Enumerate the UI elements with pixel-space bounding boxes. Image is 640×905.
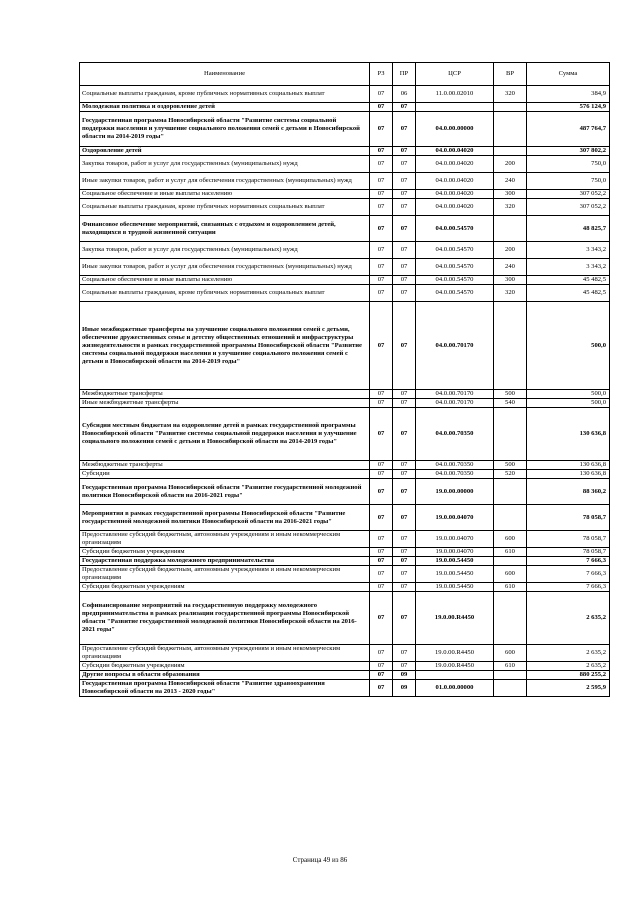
cell-vr: 200 [494,156,527,173]
cell-csr: 19.0.00.54450 [416,566,494,583]
cell-pr: 07 [393,190,416,199]
table-row [80,671,610,680]
cell-csr: 19.0.00.04070 [416,505,494,531]
cell-name: Предоставление субсидий бюджетным, автономным учреждениям и иным некоммерческим организациям [80,645,370,662]
table-row [80,285,610,302]
table-row [80,147,610,156]
cell-rz: 07 [370,112,393,147]
cell-vr: 600 [494,645,527,662]
cell-csr [416,671,494,680]
cell-rz: 07 [370,242,393,259]
table-row [80,566,610,583]
cell-pr: 07 [393,302,416,390]
cell-pr: 07 [393,259,416,276]
cell-rz: 07 [370,557,393,566]
cell-rz: 07 [370,285,393,302]
cell-pr: 07 [393,173,416,190]
cell-vr: 610 [494,662,527,671]
cell-rz: 07 [370,156,393,173]
cell-pr: 07 [393,662,416,671]
cell-sum: 307 052,2 [527,199,610,216]
cell-name: Государственная программа Новосибирской области "Развитие государственной молодежной политики Новосибирской области на 2016-2021 годы" [80,479,370,505]
cell-rz: 07 [370,216,393,242]
table-row [80,470,610,479]
cell-vr: 320 [494,285,527,302]
table-row [80,199,610,216]
cell-name: Финансовое обеспечение мероприятий, связанных с отдыхом и оздоровлением детей, находящихся в трудной жизненной ситуации [80,216,370,242]
cell-csr: 19.0.00.54450 [416,557,494,566]
table-row [80,156,610,173]
cell-csr: 04.0.00.70170 [416,390,494,399]
cell-pr: 07 [393,276,416,285]
cell-csr: 04.0.00.04020 [416,199,494,216]
cell-rz: 07 [370,86,393,103]
cell-sum: 7 666,3 [527,583,610,592]
cell-vr: 240 [494,259,527,276]
table-row [80,592,610,645]
cell-csr [416,103,494,112]
cell-sum: 500,0 [527,302,610,390]
cell-rz: 07 [370,103,393,112]
table-row [80,86,610,103]
cell-pr: 07 [393,216,416,242]
cell-vr: 200 [494,242,527,259]
cell-pr: 07 [393,548,416,557]
table-row [80,662,610,671]
cell-name: Социальное обеспечение и иные выплаты населению [80,190,370,199]
table-row [80,505,610,531]
cell-name: Предоставление субсидий бюджетным, автономным учреждениям и иным некоммерческим организациям [80,566,370,583]
cell-csr: 04.0.00.54570 [416,276,494,285]
cell-name: Молодежная политика и оздоровление детей [80,103,370,112]
cell-vr: 600 [494,531,527,548]
table-row [80,557,610,566]
table-row [80,548,610,557]
header-pr: ПР [393,63,416,86]
cell-sum: 307 052,2 [527,190,610,199]
cell-name: Социальные выплаты гражданам, кроме публичных нормативных социальных выплат [80,86,370,103]
cell-pr: 09 [393,671,416,680]
cell-sum: 750,0 [527,173,610,190]
cell-rz: 07 [370,583,393,592]
cell-pr: 09 [393,680,416,697]
cell-vr: 320 [494,86,527,103]
cell-name: Субсидии бюджетным учреждениям [80,548,370,557]
cell-vr [494,408,527,461]
cell-pr: 07 [393,242,416,259]
cell-name: Иные межбюджетные трансферты на улучшение социального положения семей с детьми, обеспечение дружественных семье и детству общественных отношений и инфраструктуры жизнедеятельности в рамках государственной программы Новосибирской области "Развитие системы социальной поддержки населения и улучшение социального положения семей с детьми в Новосибирской области на 2014-2019 годы" [80,302,370,390]
table-row [80,112,610,147]
cell-name: Иные закупки товаров, работ и услуг для обеспечения государственных (муниципальных) нужд [80,259,370,276]
cell-sum: 45 482,5 [527,285,610,302]
cell-csr: 04.0.00.70350 [416,461,494,470]
cell-rz: 07 [370,399,393,408]
page-number: Страница 49 из 86 [292,856,348,864]
cell-csr: 04.0.00.04020 [416,173,494,190]
cell-name: Социальное обеспечение и иные выплаты населению [80,276,370,285]
cell-vr [494,592,527,645]
cell-csr: 04.0.00.70170 [416,399,494,408]
cell-name: Субсидии местным бюджетам на оздоровление детей в рамках государственной программы Новосибирской области "Развитие системы социальной поддержки населения и улучшение социального положения семей с детьми в Новосибирской области на 2014-2019 годы" [80,408,370,461]
cell-name: Государственная программа Новосибирской области "Развитие системы социальной поддержки населения и улучшение социального положения семей с детьми в Новосибирской области на 2014-2019 годы" [80,112,370,147]
cell-rz: 07 [370,662,393,671]
cell-pr: 07 [393,470,416,479]
cell-pr: 07 [393,285,416,302]
cell-sum: 130 636,8 [527,408,610,461]
cell-vr: 500 [494,461,527,470]
cell-sum: 307 802,2 [527,147,610,156]
cell-sum: 7 666,3 [527,566,610,583]
cell-name: Субсидии [80,470,370,479]
cell-csr: 19.0.00.04070 [416,531,494,548]
cell-pr: 07 [393,390,416,399]
cell-csr: 04.0.00.70350 [416,470,494,479]
cell-pr: 07 [393,479,416,505]
cell-sum: 78 058,7 [527,505,610,531]
cell-csr: 19.0.00.R4450 [416,592,494,645]
cell-csr: 19.0.00.R4450 [416,662,494,671]
cell-pr: 07 [393,531,416,548]
header-csr: ЦСР [416,63,494,86]
cell-name: Закупка товаров, работ и услуг для государственных (муниципальных) нужд [80,242,370,259]
cell-name: Государственная программа Новосибирской области "Развитие здравоохранения Новосибирской области на 2013 - 2020 годы" [80,680,370,697]
table-row [80,103,610,112]
cell-csr: 19.0.00.54450 [416,583,494,592]
cell-sum: 130 636,8 [527,461,610,470]
cell-sum: 45 482,5 [527,276,610,285]
cell-vr [494,680,527,697]
table-row [80,173,610,190]
cell-rz: 07 [370,592,393,645]
cell-csr: 04.0.00.70350 [416,408,494,461]
cell-vr: 610 [494,548,527,557]
cell-name: Мероприятия в рамках государственной программы Новосибирской области "Развитие государственной молодежной политики Новосибирской области на 2016-2021 годы" [80,505,370,531]
cell-vr: 540 [494,399,527,408]
cell-pr: 06 [393,86,416,103]
cell-csr: 04.0.00.54570 [416,285,494,302]
cell-csr: 04.0.00.04020 [416,147,494,156]
cell-pr: 07 [393,557,416,566]
cell-pr: 07 [393,147,416,156]
cell-rz: 07 [370,390,393,399]
cell-name: Оздоровление детей [80,147,370,156]
cell-csr: 19.0.00.R4450 [416,645,494,662]
cell-vr [494,302,527,390]
cell-vr [494,557,527,566]
table-row [80,680,610,697]
cell-vr [494,216,527,242]
table-row [80,276,610,285]
cell-name: Субсидии бюджетным учреждениям [80,662,370,671]
cell-rz: 07 [370,408,393,461]
cell-pr: 07 [393,112,416,147]
table-row [80,461,610,470]
cell-sum: 3 343,2 [527,242,610,259]
cell-rz: 07 [370,680,393,697]
cell-name: Субсидии бюджетным учреждениям [80,583,370,592]
cell-pr: 07 [393,156,416,173]
cell-sum: 88 360,2 [527,479,610,505]
cell-pr: 07 [393,583,416,592]
table-header-row [80,63,610,86]
cell-vr: 600 [494,566,527,583]
cell-csr: 04.0.00.00000 [416,112,494,147]
cell-vr: 320 [494,199,527,216]
cell-pr: 07 [393,645,416,662]
cell-sum: 2 635,2 [527,662,610,671]
budget-table [79,62,610,697]
cell-pr: 07 [393,505,416,531]
cell-pr: 07 [393,592,416,645]
cell-vr [494,479,527,505]
cell-sum: 384,9 [527,86,610,103]
cell-csr: 19.0.00.04070 [416,548,494,557]
table-row [80,583,610,592]
cell-rz: 07 [370,199,393,216]
cell-sum: 487 764,7 [527,112,610,147]
cell-rz: 07 [370,470,393,479]
table-row [80,190,610,199]
cell-vr [494,147,527,156]
cell-rz: 07 [370,190,393,199]
cell-pr: 07 [393,103,416,112]
table-row [80,479,610,505]
cell-csr: 01.0.00.00000 [416,680,494,697]
cell-name: Иные межбюджетные трансферты [80,399,370,408]
cell-sum: 2 595,9 [527,680,610,697]
cell-name: Социальные выплаты гражданам, кроме публичных нормативных социальных выплат [80,199,370,216]
cell-name: Государственная поддержка молодежного предпринимательства [80,557,370,566]
cell-rz: 07 [370,259,393,276]
cell-vr: 610 [494,583,527,592]
cell-rz: 07 [370,147,393,156]
cell-csr: 04.0.00.04020 [416,190,494,199]
cell-vr: 300 [494,276,527,285]
cell-vr: 520 [494,470,527,479]
cell-sum: 500,0 [527,390,610,399]
cell-vr [494,103,527,112]
cell-name: Другие вопросы в области образования [80,671,370,680]
cell-csr: 04.0.00.54570 [416,242,494,259]
header-sum: Сумма [527,63,610,86]
cell-sum: 48 825,7 [527,216,610,242]
cell-name: Межбюджетные трансферты [80,390,370,399]
table-row [80,408,610,461]
cell-vr [494,112,527,147]
cell-pr: 07 [393,408,416,461]
cell-csr: 04.0.00.54570 [416,216,494,242]
cell-vr: 240 [494,173,527,190]
cell-sum: 7 666,3 [527,557,610,566]
cell-rz: 07 [370,505,393,531]
cell-rz: 07 [370,461,393,470]
table-row [80,242,610,259]
table-row [80,302,610,390]
cell-rz: 07 [370,173,393,190]
cell-sum: 2 635,2 [527,592,610,645]
cell-pr: 07 [393,199,416,216]
cell-sum: 3 343,2 [527,259,610,276]
cell-name: Предоставление субсидий бюджетным, автономным учреждениям и иным некоммерческим организациям [80,531,370,548]
table-row [80,645,610,662]
cell-pr: 07 [393,461,416,470]
table-row [80,399,610,408]
header-name: Наименование [80,63,370,86]
cell-csr: 04.0.00.04020 [416,156,494,173]
cell-pr: 07 [393,566,416,583]
cell-rz: 07 [370,479,393,505]
cell-sum: 78 058,7 [527,531,610,548]
cell-sum: 500,0 [527,399,610,408]
cell-csr: 04.0.00.70170 [416,302,494,390]
cell-rz: 07 [370,548,393,557]
header-rz: РЗ [370,63,393,86]
cell-name: Иные закупки товаров, работ и услуг для обеспечения государственных (муниципальных) нужд [80,173,370,190]
cell-vr [494,505,527,531]
cell-sum: 78 058,7 [527,548,610,557]
cell-rz: 07 [370,531,393,548]
cell-vr [494,671,527,680]
cell-sum: 880 255,2 [527,671,610,680]
cell-sum: 576 124,9 [527,103,610,112]
cell-vr: 300 [494,190,527,199]
cell-name: Закупка товаров, работ и услуг для государственных (муниципальных) нужд [80,156,370,173]
cell-sum: 130 636,8 [527,470,610,479]
cell-rz: 07 [370,276,393,285]
cell-pr: 07 [393,399,416,408]
cell-sum: 2 635,2 [527,645,610,662]
cell-rz: 07 [370,671,393,680]
table-row [80,259,610,276]
cell-csr: 19.0.00.00000 [416,479,494,505]
cell-vr: 500 [494,390,527,399]
cell-rz: 07 [370,302,393,390]
cell-rz: 07 [370,566,393,583]
cell-csr: 11.0.00.02010 [416,86,494,103]
table-row [80,390,610,399]
table-row [80,531,610,548]
cell-rz: 07 [370,645,393,662]
cell-name: Софинансирование мероприятий на государственную поддержку молодежного предпринимательства в рамках реализации государственной программы Новосибирской области "Развитие государственной молодежной политики Новосибирской области на 2016-2021 годы" [80,592,370,645]
cell-csr: 04.0.00.54570 [416,259,494,276]
table-row [80,216,610,242]
header-vr: ВР [494,63,527,86]
cell-name: Социальные выплаты гражданам, кроме публичных нормативных социальных выплат [80,285,370,302]
cell-name: Межбюджетные трансферты [80,461,370,470]
cell-sum: 750,0 [527,156,610,173]
